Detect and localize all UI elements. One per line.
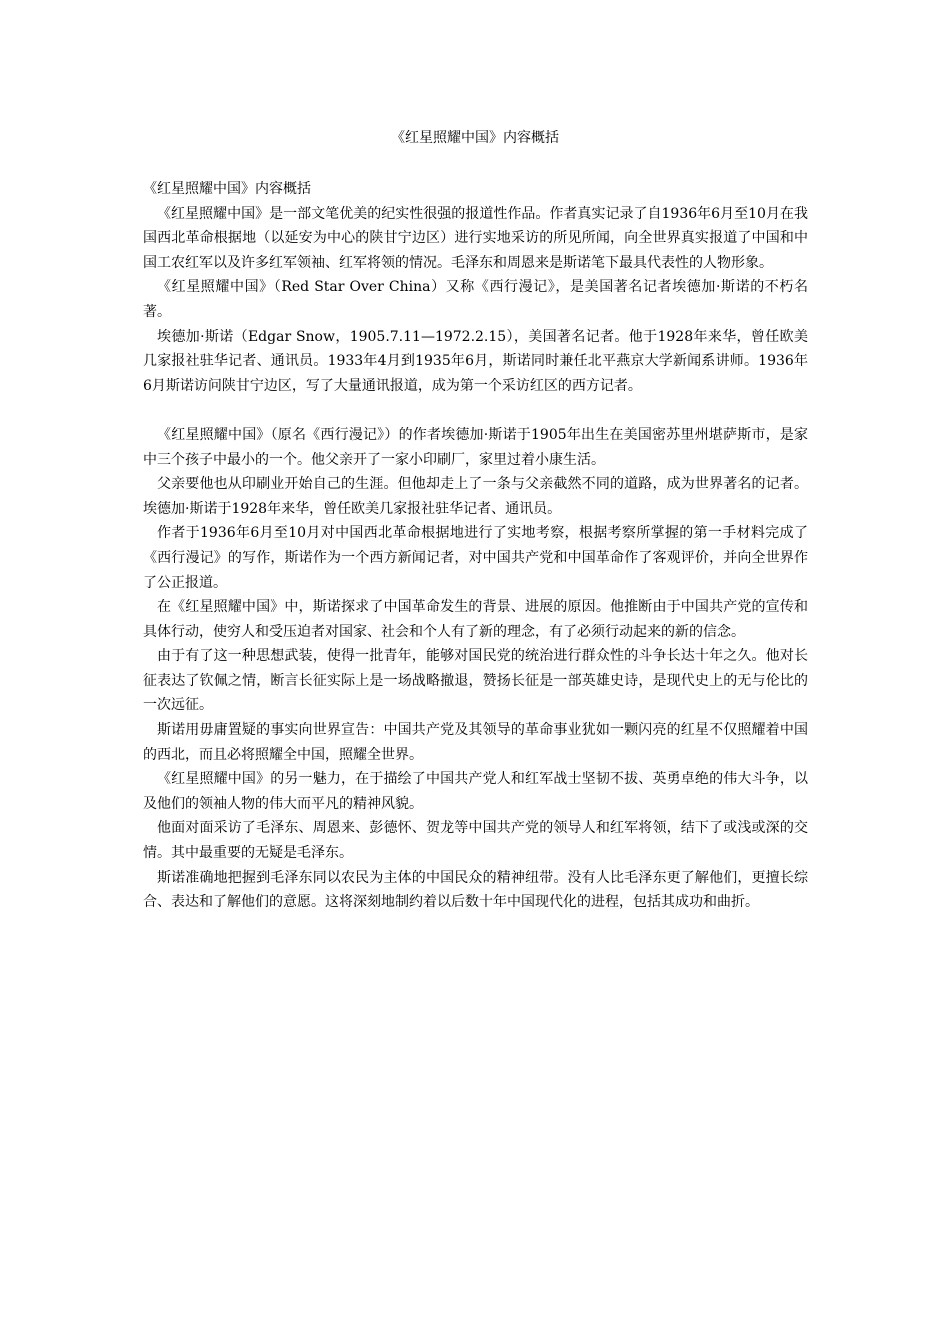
paragraph-main-6: 斯诺用毋庸置疑的事实向世界宣告：中国共产党及其领导的革命事业犹如一颗闪亮的红星不仅照耀着中国的西北，而且必将照耀全中国，照耀全世界。 xyxy=(143,722,808,763)
document-subtitle: 《红星照耀中国》内容概括 xyxy=(143,181,311,197)
paragraph-gap xyxy=(143,398,808,423)
paragraph-main-4: 在《红星照耀中国》中，斯诺探求了中国革命发生的背景、进展的原因。他推断由于中国共产党的宣传和具体行动，使穷人和受压迫者对国家、社会和个人有了新的理念，有了必须行动起来的新的信念。 xyxy=(143,599,808,640)
paragraph-intro-2: 《红星照耀中国》（Red Star Over China）又称《西行漫记》，是美国著名记者埃德加·斯诺的不朽名著。 xyxy=(143,279,808,320)
paragraph-main-7: 《红星照耀中国》的另一魅力，在于描绘了中国共产党人和红军战士坚韧不拔、英勇卓绝的伟大斗争，以及他们的领袖人物的伟大而平凡的精神风貌。 xyxy=(143,771,808,812)
paragraph-main-1: 《红星照耀中国》（原名《西行漫记》）的作者埃德加·斯诺于1905年出生在美国密苏里州堪萨斯市，是家中三个孩子中最小的一个。他父亲开了一家小印刷厂，家里过着小康生活。 xyxy=(143,426,808,468)
paragraph-intro-3: 埃德加·斯诺（Edgar Snow，1905.7.11—1972.2.15），美国著名记者。他于1928年来华，曾任欧美几家报社驻华记者、通讯员。1933年4月到1935年6月，斯诺同时兼任北平燕京大学新闻系讲师。1936年6月斯诺访问陕甘宁边区，写了大量通讯报道，成为第一个采访红区的西方记者。 xyxy=(143,328,808,394)
document-title: 《红星照耀中国》内容概括 xyxy=(391,130,559,146)
document-body xyxy=(143,177,808,915)
paragraph-intro-1: 《红星照耀中国》是一部文笔优美的纪实性很强的报道性作品。作者真实记录了自1936年6月至10月在我国西北革命根据地（以延安为中心的陕甘宁边区）进行实地采访的所见所闻，向全世界真实报道了中国和中国工农红军以及许多红军领袖、红军将领的情况。毛泽东和周恩来是斯诺笔下最具代表性的人物形象。 xyxy=(143,205,808,271)
paragraph-main-9: 斯诺准确地把握到毛泽东同以农民为主体的中国民众的精神纽带。没有人比毛泽东更了解他们，更擅长综合、表达和了解他们的意愿。这将深刻地制约着以后数十年中国现代化的进程，包括其成功和曲折。 xyxy=(143,869,808,911)
paragraph-main-8: 他面对面采访了毛泽东、周恩来、彭德怀、贺龙等中国共产党的领导人和红军将领，结下了或浅或深的交情。其中最重要的无疑是毛泽东。 xyxy=(143,820,808,862)
paragraph-main-3: 作者于1936年6月至10月对中国西北革命根据地进行了实地考察，根据考察所掌握的第一手材料完成了《西行漫记》的写作，斯诺作为一个西方新闻记者，对中国共产党和中国革命作了客观评价，并向全世界作了公正报道。 xyxy=(143,525,808,591)
paragraph-main-5: 由于有了这一种思想武装，使得一批青年，能够对国民党的统治进行群众性的斗争长达十年之久。他对长征表达了钦佩之情，断言长征实际上是一场战略撤退，赞扬长征是一部英雄史诗，是现代史上的无与伦比的一次远征。 xyxy=(143,648,808,714)
paragraph-main-2: 父亲要他也从印刷业开始自己的生涯。但他却走上了一条与父亲截然不同的道路，成为世界著名的记者。埃德加·斯诺于1928年来华，曾任欧美几家报社驻华记者、通讯员。 xyxy=(143,476,808,517)
